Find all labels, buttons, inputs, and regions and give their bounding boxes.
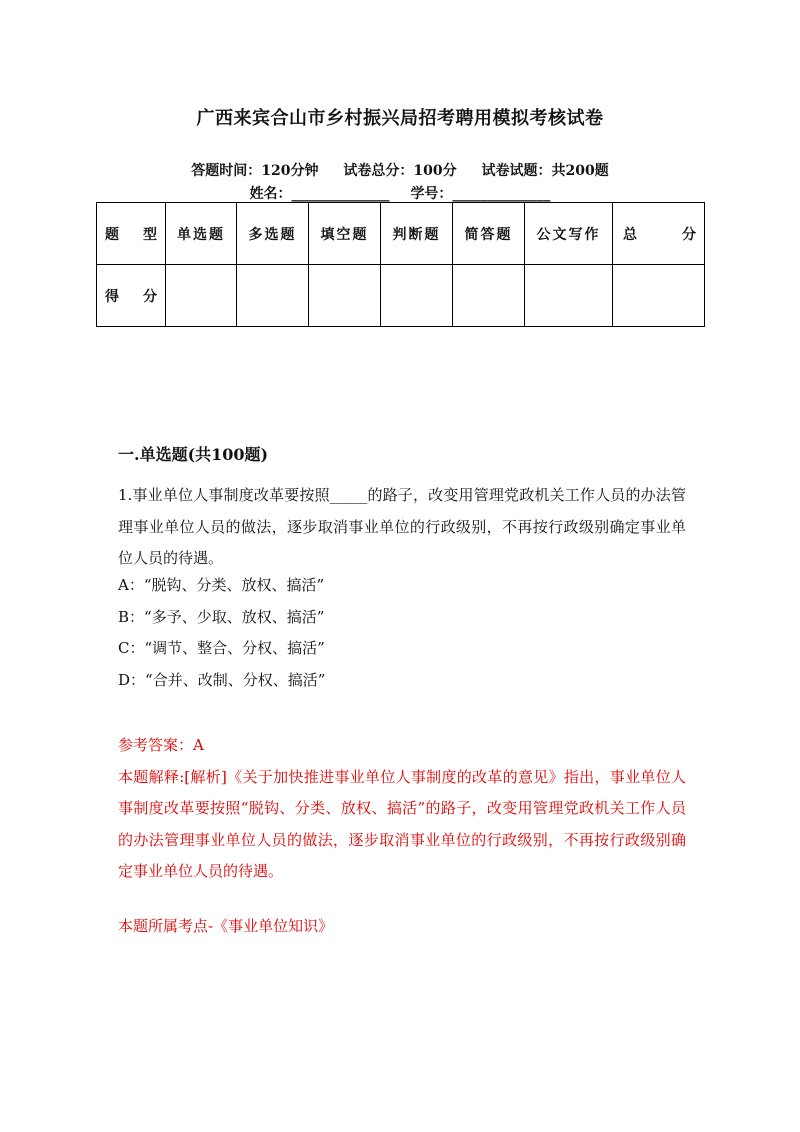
exam-meta bbox=[0, 160, 800, 180]
score-cell bbox=[166, 265, 237, 327]
option-a: A：“脱钩、分类、放权、搞活” bbox=[118, 576, 325, 594]
student-id-field: 学号：______________ bbox=[410, 186, 551, 202]
score-table bbox=[96, 202, 705, 327]
score-cell bbox=[381, 265, 453, 327]
explanation: 本题解释:[解析]《关于加快推进事业单位人事制度的改革的意见》指出，事业单位人事制度改革要按照“脱钩、分类、放权、搞活”的路子，改变用管理党政机关工作人员的办法管理事业单位人员的做法，逐步取消事业单位的行政级别，不再按行政级别确定事业单位人员的待遇。 bbox=[118, 767, 686, 880]
header-single-choice: 单选题 bbox=[166, 203, 237, 265]
score-cell bbox=[309, 265, 381, 327]
option-b: B：“多予、少取、放权、搞活” bbox=[118, 607, 325, 626]
header-official-writing: 公文写作 bbox=[525, 203, 613, 265]
question-type-label: 题 型 bbox=[97, 203, 166, 265]
score-cell bbox=[613, 265, 705, 327]
score-cell bbox=[525, 265, 613, 327]
header-true-false: 判断题 bbox=[381, 203, 453, 265]
score-table-header-row bbox=[97, 203, 705, 265]
header-multiple-choice: 多选题 bbox=[237, 203, 309, 265]
score-label: 得 分 bbox=[97, 265, 166, 327]
name-field: 姓名：______________ bbox=[249, 186, 390, 202]
option-d: D：“合并、改制、分权、搞活” bbox=[118, 670, 326, 689]
exam-total-score: 试卷总分：100分 bbox=[343, 163, 457, 179]
question-text: 1.事业单位人事制度改革要按照_____的路子，改变用管理党政机关工作人员的办法管理事业单位人员的做法，逐步取消事业单位的行政级别，不再按行政级别确定事业单位人员的待遇。 bbox=[118, 486, 686, 567]
exam-title: 广西来宾合山市乡村振兴局招考聘用模拟考核试卷 bbox=[196, 108, 604, 129]
score-cell bbox=[237, 265, 309, 327]
header-total: 总 分 bbox=[613, 203, 705, 265]
option-c: C：“调节、整合、分权、搞活” bbox=[118, 639, 325, 657]
exam-question-count: 试卷试题：共200题 bbox=[481, 163, 609, 179]
knowledge-point: 本题所属考点-《事业单位知识》 bbox=[118, 917, 334, 935]
student-info bbox=[0, 183, 800, 203]
option-list bbox=[118, 570, 325, 696]
score-cell bbox=[453, 265, 525, 327]
header-fill-blank: 填空题 bbox=[309, 203, 381, 265]
reference-answer: 参考答案：A bbox=[118, 736, 204, 754]
answer-block bbox=[118, 730, 686, 888]
score-table-score-row bbox=[97, 265, 705, 327]
header-short-answer: 简答题 bbox=[453, 203, 525, 265]
exam-time: 答题时间：120分钟 bbox=[191, 163, 319, 179]
section-title: 一.单选题(共100题) bbox=[118, 445, 269, 464]
